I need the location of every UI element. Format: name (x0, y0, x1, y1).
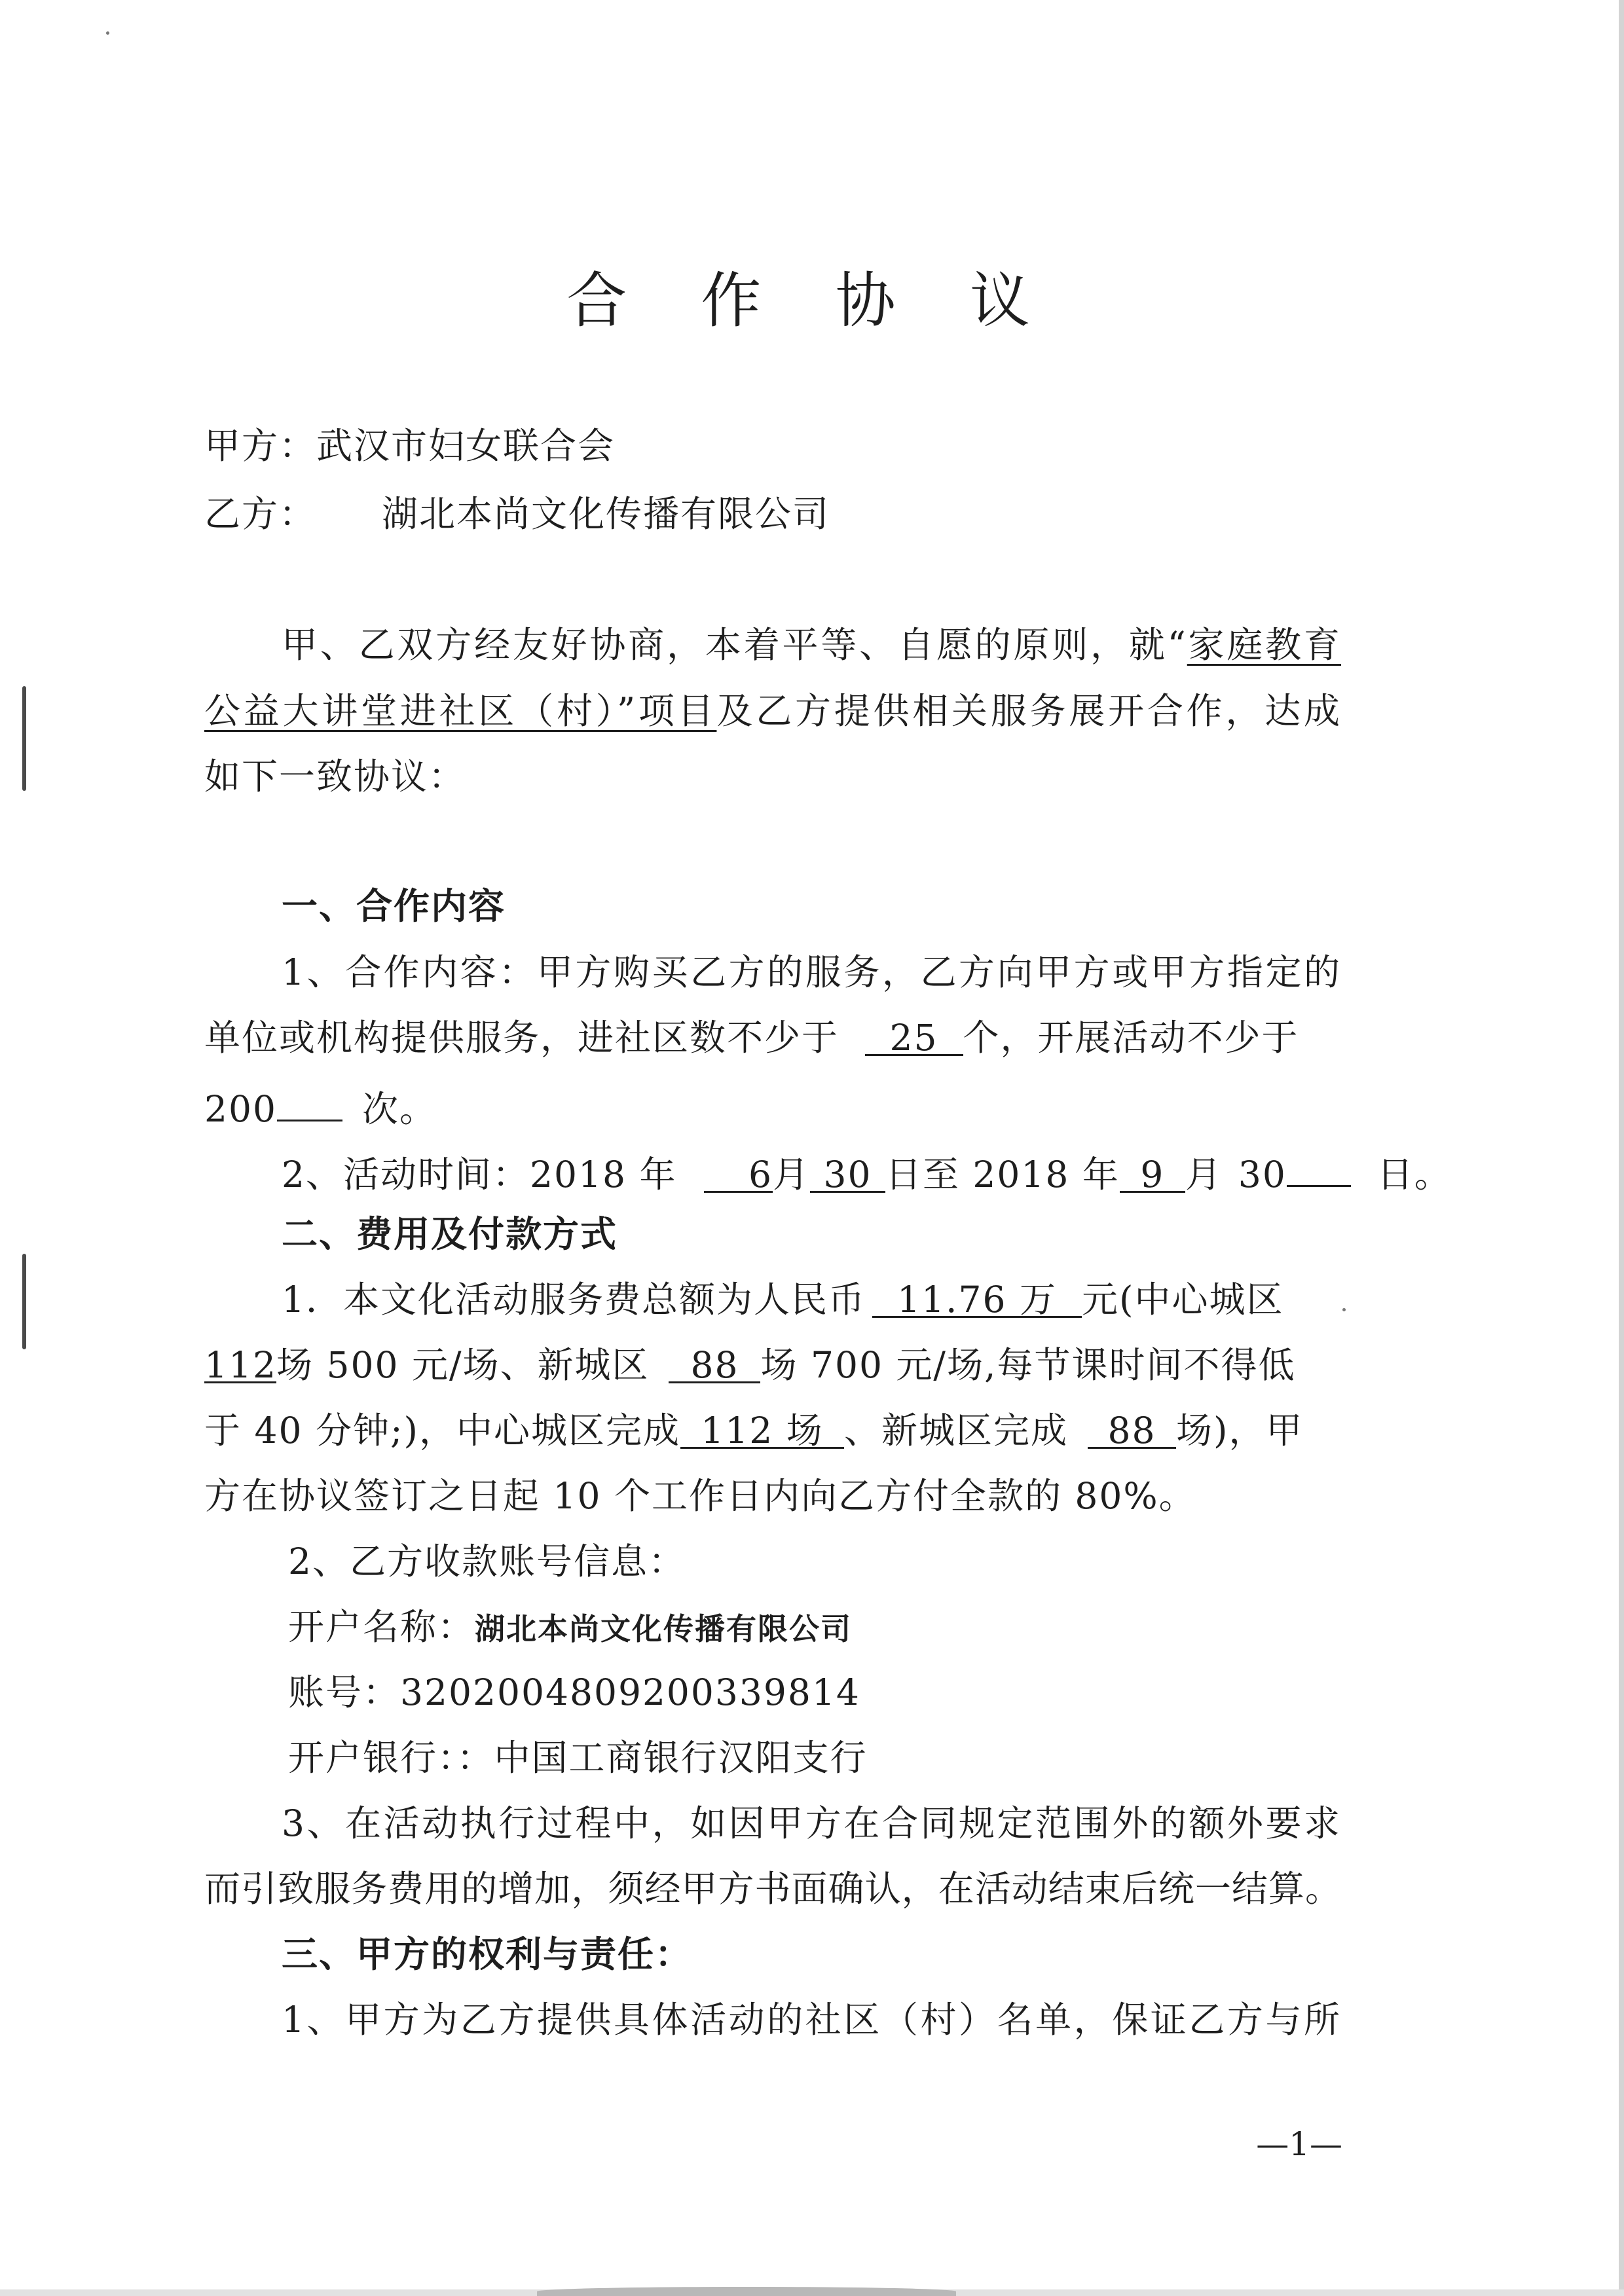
intro-line-1 (204, 622, 1341, 668)
section-1-item-1-line-2 (204, 1015, 1299, 1061)
account-name-label: 开户名称： (288, 1606, 475, 1648)
item-text: 日至 2018 年 (885, 1154, 1120, 1195)
scan-speck (106, 31, 109, 35)
section-3-item-1-line-1: 1、甲方为乙方提供具体活动的社区（村）名单，保证乙方与所 (282, 1999, 1341, 2041)
total-amount: 11.76 万 (872, 1277, 1082, 1318)
bank-line (288, 1735, 868, 1781)
section-2-item-3-line-1: 3、在活动执行过程中，如因甲方在合同规定范围外的额外要求 (282, 1802, 1341, 1844)
item-text: 场 700 元/场,每节课时间不得低 (760, 1344, 1296, 1386)
activity-count: 200 (204, 1088, 277, 1130)
party-b-line (204, 491, 830, 537)
party-a-label: 甲方： (204, 425, 317, 467)
intro-text: 及乙方提供相关服务展开合作，达成 (716, 690, 1341, 732)
project-name-part-2: 公益大讲堂进社区（村）”项目 (204, 690, 717, 732)
scan-shadow (537, 2287, 956, 2296)
new-district-completed: 88 (1088, 1408, 1176, 1449)
item-text: 场 500 元/场、新城区 (276, 1344, 650, 1386)
item-text: 个，开展活动不少于 (963, 1017, 1299, 1059)
new-district-sessions: 88 (669, 1342, 760, 1383)
item-text: 场)，甲 (1175, 1410, 1304, 1451)
account-number: 3202004809200339814 (400, 1671, 860, 1713)
center-sessions: 112 (204, 1342, 276, 1383)
bank-name: 中国工商银行汉阳支行 (494, 1737, 868, 1779)
section-2-item-1-line-4: 方在协议签订之日起 10 个工作日内向乙方付全款的 80%。 (204, 1475, 1196, 1517)
intro-line-2 (204, 688, 1341, 734)
section-1-item-1-line-3 (204, 1080, 437, 1132)
project-name-part-1: 家庭教育 (1187, 624, 1341, 666)
section-3-heading: 三、甲方的权利与责任： (282, 1933, 693, 1975)
section-2-item-1-line-3 (204, 1408, 1303, 1453)
center-completed: 112 场 (680, 1408, 844, 1449)
item-text: 单位或机构提供服务，进社区数不少于 (204, 1017, 840, 1059)
item-text: 次。 (361, 1088, 437, 1130)
blank-line (1287, 1146, 1351, 1187)
scan-speck (1342, 1308, 1346, 1311)
section-2-item-1-line-2 (204, 1342, 1295, 1388)
section-1-item-1-line-1: 1、合作内容：甲方购买乙方的服务，乙方向甲方或甲方指定的 (282, 951, 1341, 993)
start-month: 6 (704, 1152, 773, 1193)
item-text: 、新城区完成 (843, 1410, 1068, 1451)
account-name: 湖北本尚文化传播有限公司 (475, 1611, 853, 1647)
section-2-item-2-title: 2、乙方收款账号信息： (288, 1540, 686, 1582)
item-text: 1．本文化活动服务费总额为人民币 (282, 1279, 866, 1321)
party-a-line (204, 423, 615, 469)
end-month: 9 (1120, 1152, 1185, 1193)
party-b-name: 湖北本尚文化传播有限公司 (382, 493, 830, 535)
party-a-name: 武汉市妇女联合会 (316, 425, 616, 467)
account-name-line (288, 1604, 852, 1652)
end-day: 30 (1238, 1154, 1287, 1195)
item-text: 月 (1185, 1154, 1223, 1195)
page-number: —1— (1256, 2125, 1342, 2163)
item-text: 元(中心城区 (1082, 1279, 1284, 1321)
item-text: 日。 (1376, 1154, 1452, 1195)
scan-edge (1619, 0, 1624, 2296)
blank-line (277, 1080, 342, 1121)
binding-mark (22, 686, 26, 791)
item-text: 于 40 分钟;)，中心城区完成 (204, 1410, 680, 1451)
intro-line-3: 如下一致协议： (204, 756, 466, 797)
section-1-item-2 (282, 1146, 1452, 1197)
section-2-item-1-line-1 (282, 1277, 1283, 1322)
section-2-item-3-line-2: 而引致服务费用的增加，须经甲方书面确认，在活动结束后统一结算。 (204, 1868, 1341, 1910)
party-b-label: 乙方： (204, 493, 317, 535)
section-1-heading: 一、合作内容 (282, 884, 506, 927)
account-number-line (288, 1669, 860, 1715)
intro-text: 甲、乙双方经友好协商，本着平等、自愿的原则，就“ (282, 624, 1187, 666)
item-text: 月 (772, 1154, 810, 1195)
binding-mark (22, 1254, 26, 1349)
start-day: 30 (810, 1152, 885, 1193)
item-text: 2、活动时间：2018 年 (282, 1154, 677, 1195)
document-title: 合 作 协 议 (566, 266, 1058, 336)
section-2-heading: 二、费用及付款方式 (282, 1212, 618, 1255)
community-count: 25 (865, 1015, 963, 1056)
bank-label: 开户银行：： (288, 1737, 494, 1779)
account-number-label: 账号： (288, 1671, 401, 1713)
